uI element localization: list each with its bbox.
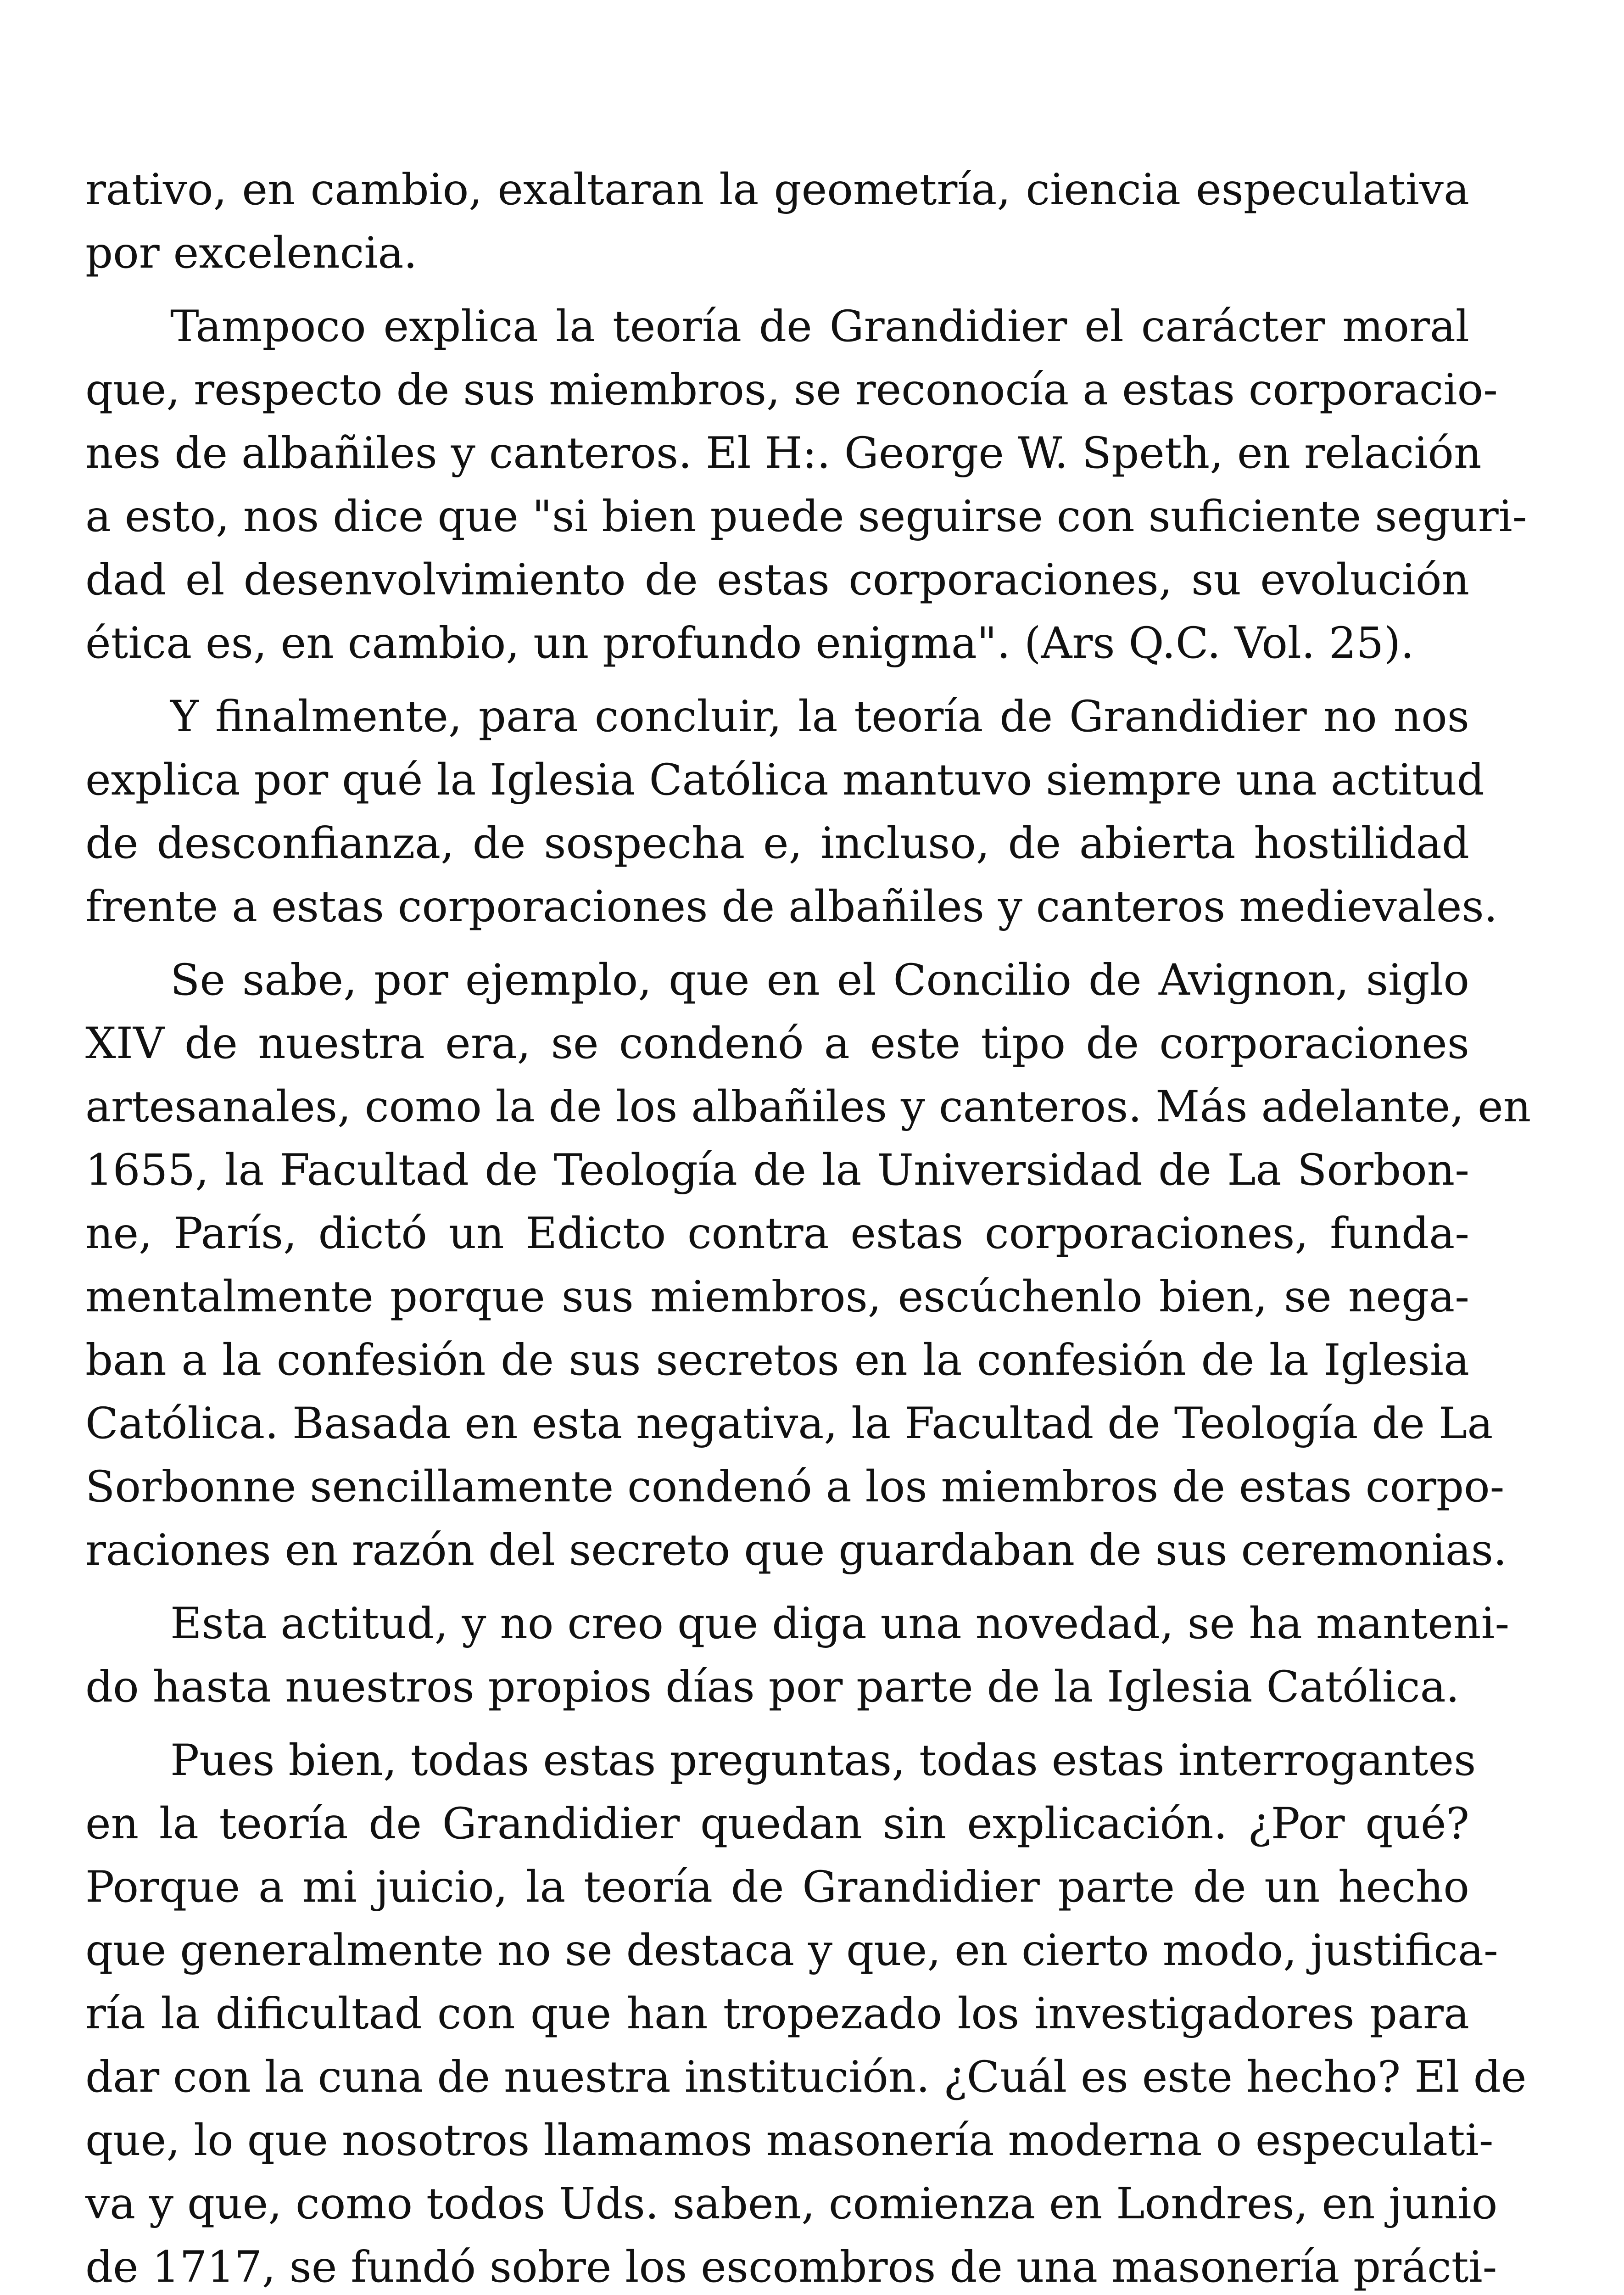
text-line: ne, París, dictó un Edicto contra estas corporaciones, funda- bbox=[85, 1209, 1469, 1259]
text-line: Católica. Basada en esta negativa, la Facultad de Teología de La bbox=[85, 1399, 1493, 1449]
text-line: de 1717, se fundó sobre los escombros de una masonería prácti- bbox=[85, 2242, 1497, 2292]
text-line: que, respecto de sus miembros, se reconocía a estas corporacio- bbox=[85, 365, 1498, 415]
text-line: dad el desenvolvimiento de estas corporaciones, su evolución bbox=[85, 555, 1469, 605]
text-line: por excelencia. bbox=[85, 228, 418, 278]
paragraph bbox=[85, 685, 1498, 939]
text-line: Se sabe, por ejemplo, que en el Concilio de Avignon, siglo bbox=[170, 955, 1469, 1005]
paragraph bbox=[85, 158, 1469, 285]
text-line: XIV de nuestra era, se condenó a este tipo de corporaciones bbox=[85, 1019, 1469, 1069]
text-line: mentalmente porque sus miembros, escúchenlo bien, se nega- bbox=[85, 1272, 1469, 1322]
paragraph bbox=[85, 295, 1527, 675]
text-line: Tampoco explica la teoría de Grandidier el carácter moral bbox=[170, 302, 1469, 352]
text-line: raciones en razón del secreto que guardaban de sus ceremonias. bbox=[85, 1525, 1507, 1575]
text-line: 1655, la Facultad de Teología de la Universidad de La Sorbon- bbox=[85, 1145, 1469, 1195]
paragraph bbox=[85, 1592, 1510, 1719]
text-line: que, lo que nosotros llamamos masonería moderna o especulati- bbox=[85, 2116, 1494, 2166]
text-line: a esto, nos dice que "si bien puede seguirse con suficiente seguri- bbox=[85, 492, 1527, 542]
text-line: en la teoría de Grandidier quedan sin explicación. ¿Por qué? bbox=[85, 1799, 1469, 1849]
text-line: frente a estas corporaciones de albañiles y canteros medievales. bbox=[85, 882, 1498, 932]
text-line: rativo, en cambio, exaltaran la geometría, ciencia especulativa bbox=[85, 165, 1469, 215]
text-line: ría la dificultad con que han tropezado los investigadores para bbox=[85, 1989, 1469, 2039]
paragraph bbox=[85, 949, 1531, 1582]
text-line: explica por qué la Iglesia Católica mantuvo siempre una actitud bbox=[85, 755, 1484, 805]
text-line: dar con la cuna de nuestra institución. ¿Cuál es este hecho? El de bbox=[85, 2052, 1527, 2102]
text-line: Porque a mi juicio, la teoría de Grandidier parte de un hecho bbox=[85, 1862, 1469, 1912]
text-line: nes de albañiles y canteros. El H:. George W. Speth, en relación bbox=[85, 428, 1482, 478]
text-line: Y finalmente, para concluir, la teoría de Grandidier no nos bbox=[170, 692, 1469, 742]
text-line: ban a la confesión de sus secretos en la confesión de la Iglesia bbox=[85, 1335, 1469, 1385]
body-text bbox=[85, 158, 1531, 2295]
text-line: Esta actitud, y no creo que diga una novedad, se ha manteni- bbox=[170, 1599, 1510, 1649]
text-line: de desconfianza, de sospecha e, incluso, de abierta hostilidad bbox=[85, 818, 1469, 868]
paragraph bbox=[85, 1729, 1527, 2295]
text-line: va y que, como todos Uds. saben, comienza en Londres, en junio bbox=[85, 2179, 1498, 2229]
text-line: que generalmente no se destaca y que, en cierto modo, justifica- bbox=[85, 1926, 1498, 1976]
text-line: artesanales, como la de los albañiles y canteros. Más adelante, en bbox=[85, 1082, 1531, 1132]
text-line: do hasta nuestros propios días por parte de la Iglesia Católica. bbox=[85, 1662, 1460, 1712]
text-line: Sorbonne sencillamente condenó a los miembros de estas corpo- bbox=[85, 1462, 1505, 1512]
text-line: Pues bien, todas estas preguntas, todas estas interrogantes bbox=[170, 1735, 1476, 1786]
text-line: ética es, en cambio, un profundo enigma". (Ars Q.C. Vol. 25). bbox=[85, 618, 1414, 668]
